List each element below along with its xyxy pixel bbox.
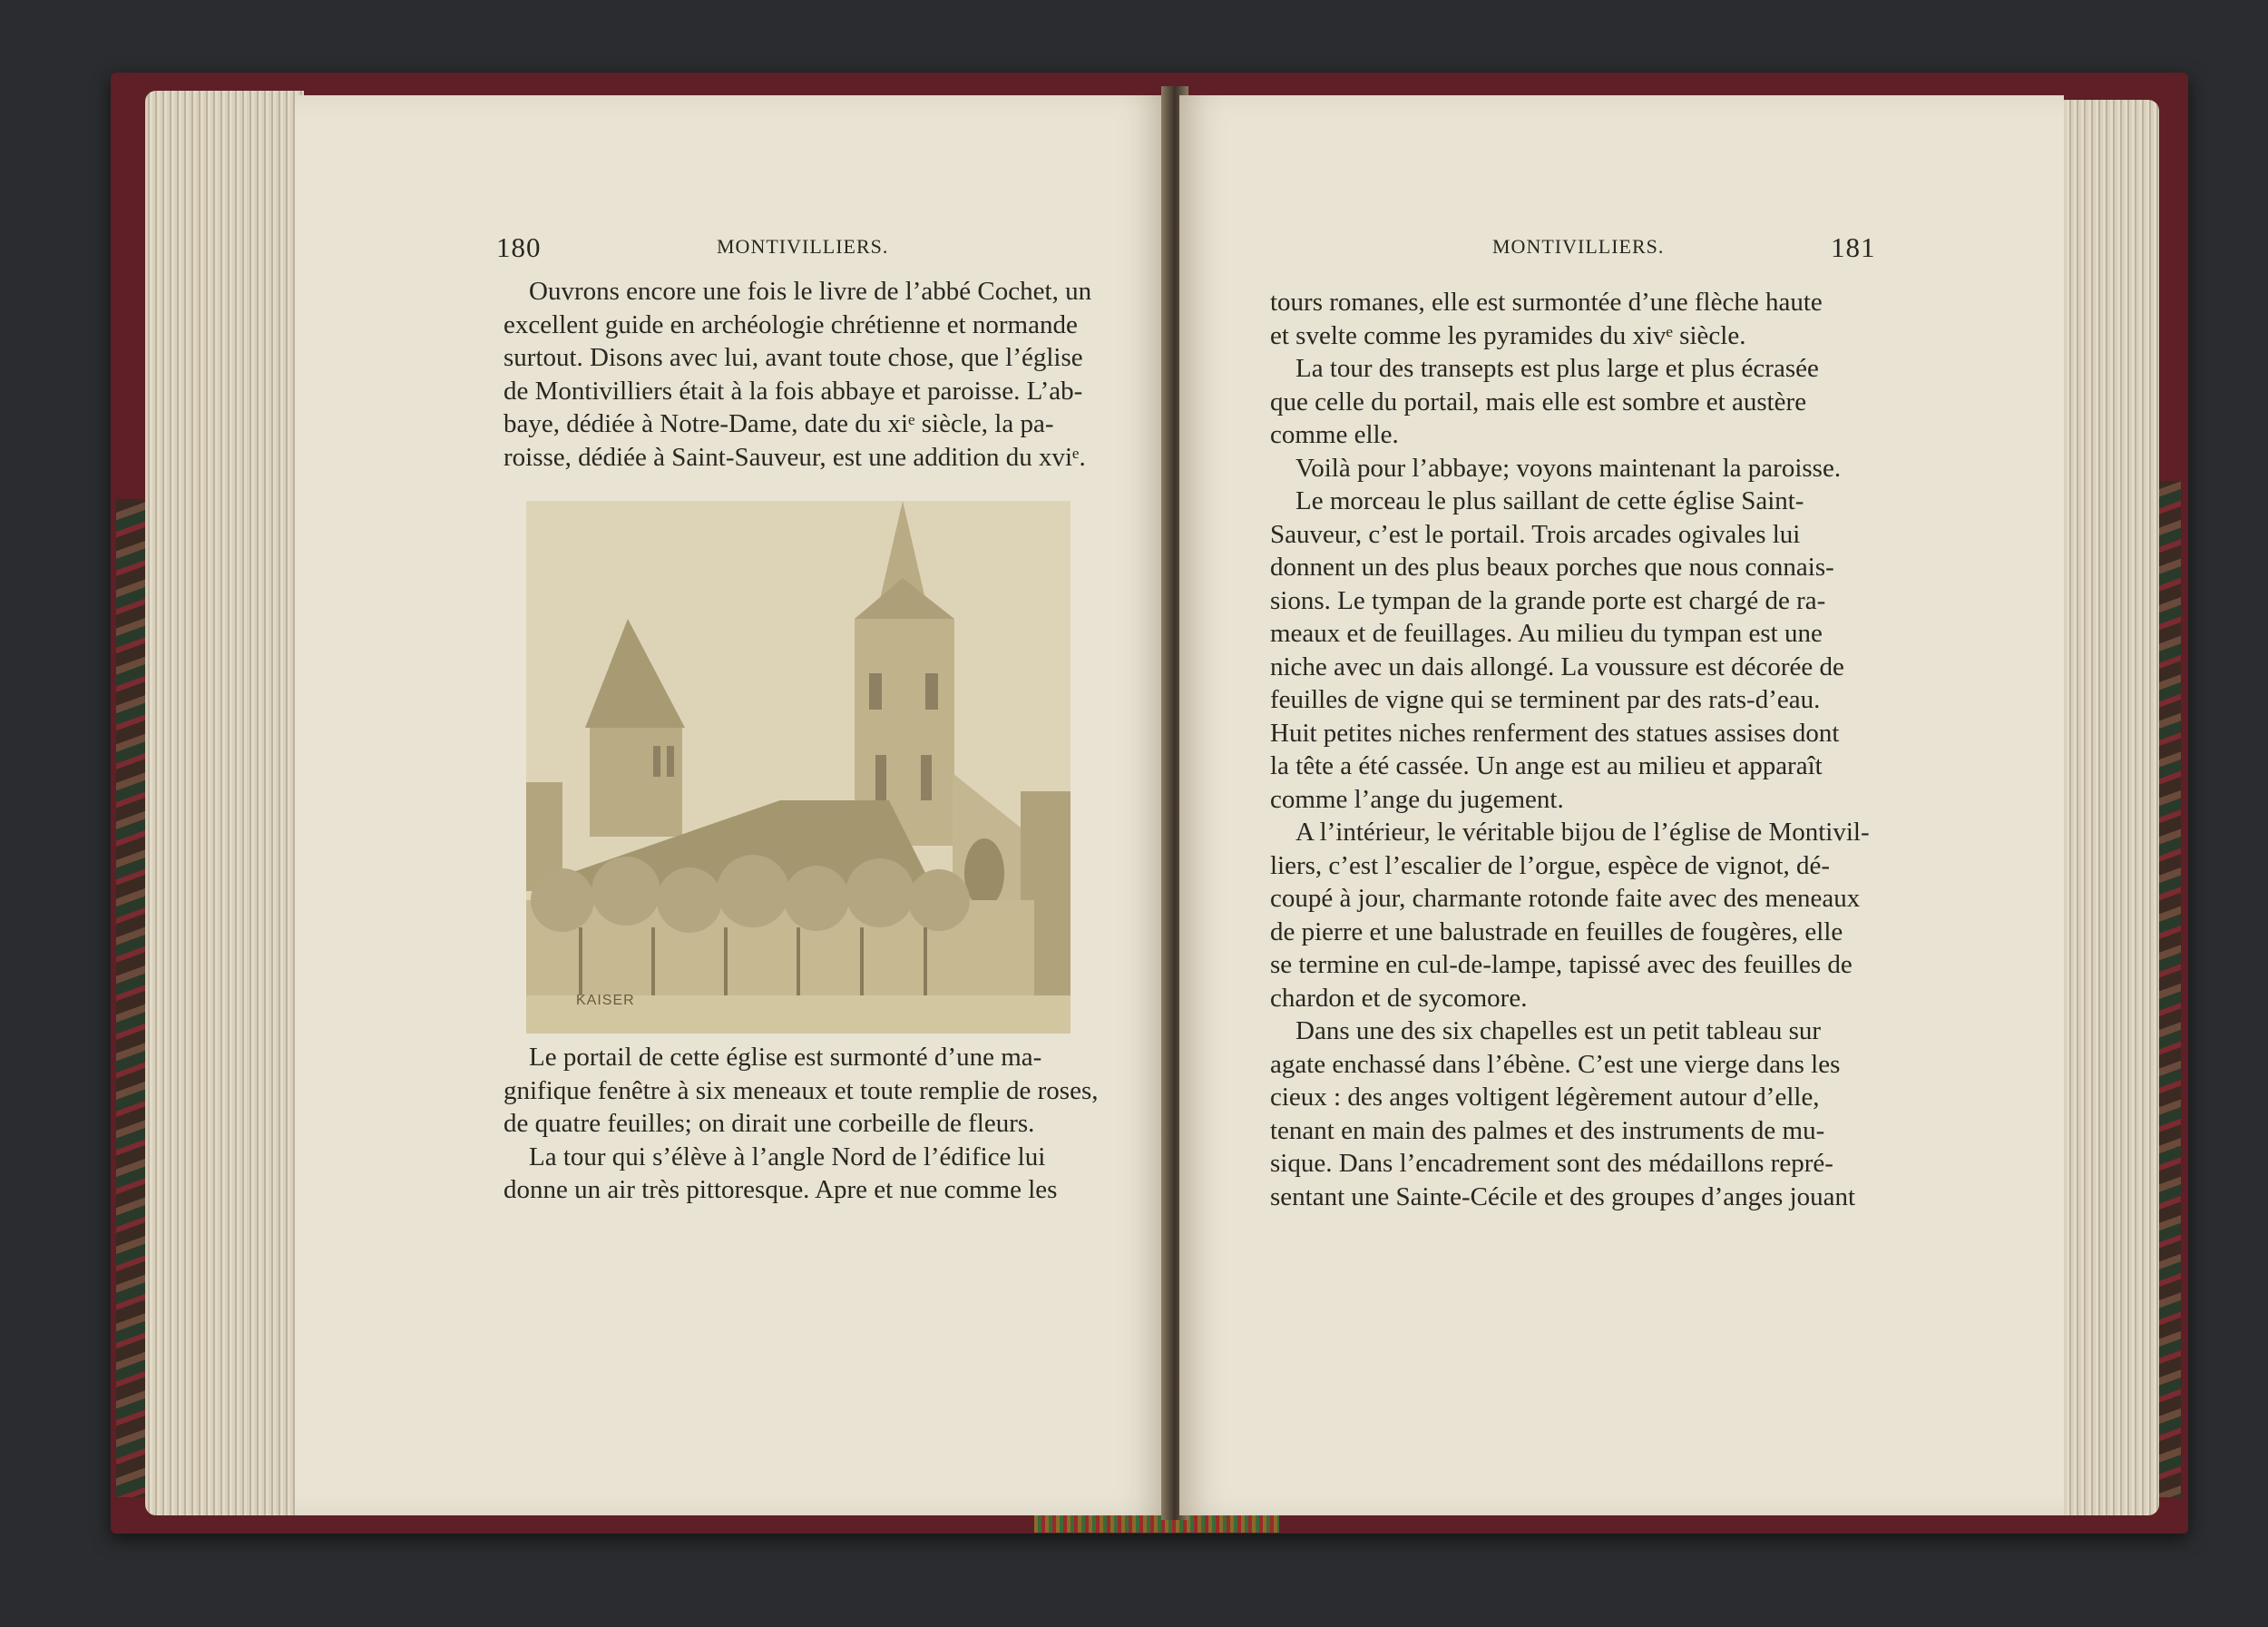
left-text-top — [503, 275, 1129, 474]
text-line: liers, c’est l’escalier de l’orgue, espèce de vignot, dé- — [1270, 850, 1831, 880]
text-line: chardon et de sycomore. — [1270, 983, 1528, 1013]
text-line: excellent guide en archéologie chrétienne et normande — [503, 309, 1078, 339]
text-line: comme l’ange du jugement. — [1270, 784, 1564, 814]
text-line: sique. Dans l’encadrement sont des médaillons repré- — [1270, 1149, 1833, 1178]
text-line: Le morceau le plus saillant de cette église Saint- — [1295, 486, 1804, 515]
left-running-head — [295, 231, 1166, 268]
text-line: sentant une Sainte-Cécile et des groupes d’anges jouant — [1270, 1181, 1856, 1211]
text-line: la tête a été cassée. Un ange est au milieu et apparaît — [1270, 751, 1823, 780]
page-number-right: 181 — [1831, 231, 1876, 263]
church-photograph — [526, 501, 1070, 1034]
right-page — [1179, 95, 2064, 1515]
text-line: tenant en main des palmes et des instruments de mu- — [1270, 1115, 1825, 1145]
text-line: de Montivilliers était à la fois abbaye et paroisse. L’ab- — [503, 376, 1083, 406]
text-line: baye, dédiée à Notre-Dame, date du xiᵉ siècle, la pa- — [503, 409, 1054, 438]
running-title-left: MONTIVILLIERS. — [717, 235, 889, 258]
text-line: donnent un des plus beaux porches que nous connais- — [1270, 553, 1834, 582]
right-text — [1270, 286, 1905, 1213]
text-line: roisse, dédiée à Saint-Sauveur, est une addition du xviᵉ. — [503, 442, 1086, 472]
church-photograph-icon — [526, 501, 1070, 1034]
text-line: que celle du portail, mais elle est sombre et austère — [1270, 387, 1807, 417]
text-line: tours romanes, elle est surmontée d’une flèche haute — [1270, 288, 1823, 317]
text-line: de pierre et une balustrade en feuilles de fougères, elle — [1270, 916, 1843, 946]
text-line: Voilà pour l’abbaye; voyons maintenant la paroisse. — [1295, 453, 1842, 483]
text-line: cieux : des anges voltigent légèrement autour d’elle, — [1270, 1083, 1820, 1112]
text-line: coupé à jour, charmante rotonde faite avec des meneaux — [1270, 884, 1861, 913]
right-running-head — [1179, 231, 2064, 268]
text-line: Huit petites niches renferment des statues assises dont — [1270, 718, 1840, 748]
text-line: Sauveur, c’est le portail. Trois arcades ogivales lui — [1270, 519, 1801, 549]
page-number-left: 180 — [496, 231, 542, 263]
photographer-signature: KAISER — [576, 993, 635, 1008]
text-line: et svelte comme les pyramides du xivᵉ siècle. — [1270, 320, 1746, 350]
text-line: gnifique fenêtre à six meneaux et toute remplie de roses, — [503, 1075, 1099, 1105]
text-line: Dans une des six chapelles est un petit tableau sur — [1295, 1016, 1822, 1045]
page-edges-left — [145, 91, 304, 1515]
left-text-bottom — [503, 1041, 1129, 1207]
text-line: A l’intérieur, le véritable bijou de l’église de Montivil- — [1295, 818, 1870, 847]
text-line: donne un air très pittoresque. Apre et nue comme les — [503, 1175, 1058, 1204]
text-line: agate enchassé dans l’ébène. C’est une vierge dans les — [1270, 1049, 1841, 1079]
text-line: La tour des transepts est plus large et plus écrasée — [1295, 354, 1819, 383]
text-line: sions. Le tympan de la grande porte est chargé de ra- — [1270, 585, 1826, 615]
left-page — [295, 95, 1166, 1515]
page-edges-right — [2059, 100, 2159, 1515]
running-title-right: MONTIVILLIERS. — [1492, 235, 1665, 258]
text-line: Ouvrons encore une fois le livre de l’abbé Cochet, un — [529, 277, 1092, 306]
text-line: surtout. Disons avec lui, avant toute chose, que l’église — [503, 343, 1083, 372]
text-line: feuilles de vigne qui se terminent par des rats-d’eau. — [1270, 685, 1821, 714]
text-line: se termine en cul-de-lampe, tapissé avec des feuilles de — [1270, 950, 1853, 979]
text-line: niche avec un dais allongé. La voussure est décorée de — [1270, 652, 1844, 681]
text-line: La tour qui s’élève à l’angle Nord de l’édifice lui — [529, 1142, 1046, 1171]
text-line: comme elle. — [1270, 420, 1399, 449]
text-line: Le portail de cette église est surmonté d’une ma- — [529, 1043, 1042, 1072]
text-line: meaux et de feuillages. Au milieu du tympan est une — [1270, 619, 1823, 648]
text-line: de quatre feuilles; on dirait une corbeille de fleurs. — [503, 1109, 1035, 1138]
